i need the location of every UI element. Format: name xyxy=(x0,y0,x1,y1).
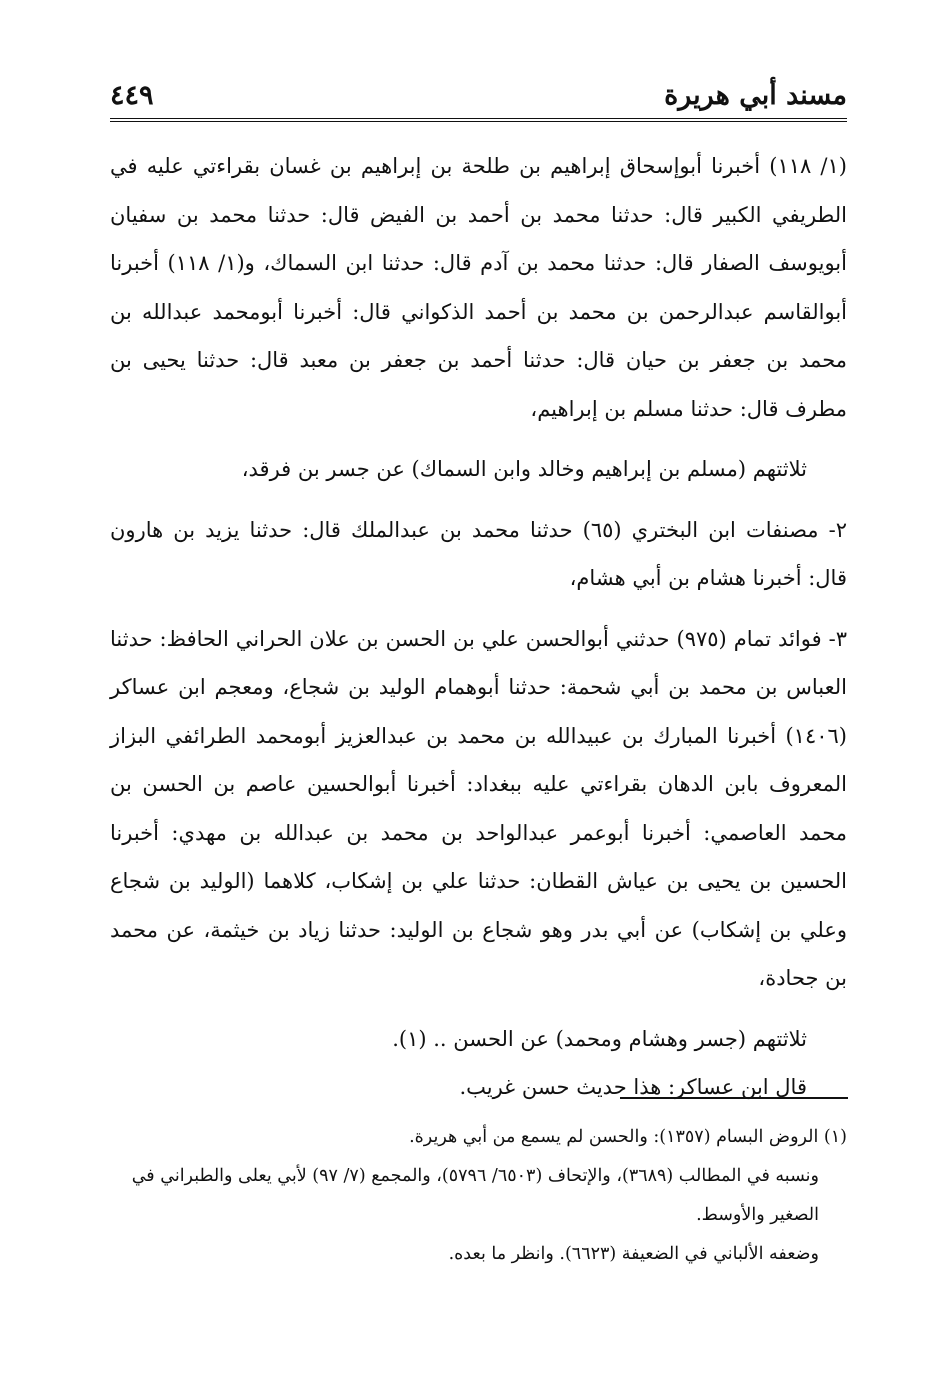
page-header xyxy=(110,78,847,122)
footnote-1-continued: ونسبه في المطالب (٣٦٨٩)، والإتحاف (٦٥٠٣/ ٥٧٩٦)، والمجمع (٧/ ٩٧) لأبي يعلى والطبراني في الصغير والأوسط. xyxy=(131,1166,819,1225)
paragraph-2: ثلاثتهم (مسلم بن إبراهيم وخالد وابن السماك) عن جسر بن فرقد، xyxy=(241,457,807,481)
paragraph-3: ٢- مصنفات ابن البختري (٦٥) حدثنا محمد بن عبدالملك قال: حدثنا يزيد بن هارون قال: أخبرنا هشام بن أبي هشام، xyxy=(110,517,847,590)
paragraph-4: ٣- فوائد تمام (٩٧٥) حدثني أبوالحسن علي بن الحسن بن علان الحراني الحافظ: حدثنا العباس بن محمد بن أبي شحمة: حدثنا أبوهمام الوليد بن شجاع، ومعجم ابن عساكر (١٤٠٦) أخبرنا المبارك بن عبيدالله بن محمد بن عبدالعزيز أبومحمد الطرائفي البزاز المعروف بابن الدهان بقراءتي عليه ببغداد: أخبرنا أبوالحسين عاصم بن الحسن بن محمد العاصمي: أخبرنا أبوعمر عبدالواحد بن محمد بن عبدالله بن مهدي: أخبرنا الحسين بن يحيى بن عياش القطان: حدثنا علي بن إشكاب، كلاهما (الوليد بن شجاع وعلي بن إشكاب) عن أبي بدر وهو شجاع بن الوليد: حدثنا زياد بن خيثمة، عن محمد بن جحادة، xyxy=(110,626,847,990)
paragraph-6: قال ابن عساكر: هذا حديث حسن غريب. xyxy=(459,1075,807,1099)
running-title: مسند أبي هريرة xyxy=(664,80,847,111)
page-number: ٤٤٩ xyxy=(110,80,154,111)
main-text xyxy=(110,142,847,1112)
paragraph-5: ثلاثتهم (جسر وهشام ومحمد) عن الحسن .. (١). xyxy=(392,1026,807,1051)
footnote-1: (١) الروض البسام (١٣٥٧): والحسن لم يسمع من أبي هريرة. xyxy=(409,1127,847,1147)
paragraph-1: (١/ ١١٨) أخبرنا أبوإسحاق إبراهيم بن طلحة بن إبراهيم بن غسان بقراءتي عليه في الطريفي الكبير قال: حدثنا محمد بن أحمد بن الفيض قال: حدثنا محمد بن سفيان أبويوسف الصفار قال: حدثنا محمد بن آدم قال: حدثنا ابن السماك، و(١/ ١١٨) أخبرنا أبوالقاسم عبدالرحمن بن محمد بن أحمد الذكواني قال: أخبرنا أبومحمد عبدالله بن محمد بن جعفر بن حيان قال: حدثنا أحمد بن جعفر بن معبد قال: حدثنا يحيى بن مطرف قال: حدثنا مسلم بن إبراهيم، xyxy=(110,154,848,421)
footnote-1-continued-2: وضعفه الألباني في الضعيفة (٦٦٢٣). وانظر ما بعده. xyxy=(448,1244,819,1264)
footnote-divider xyxy=(620,1097,848,1099)
footnotes xyxy=(110,1118,847,1274)
